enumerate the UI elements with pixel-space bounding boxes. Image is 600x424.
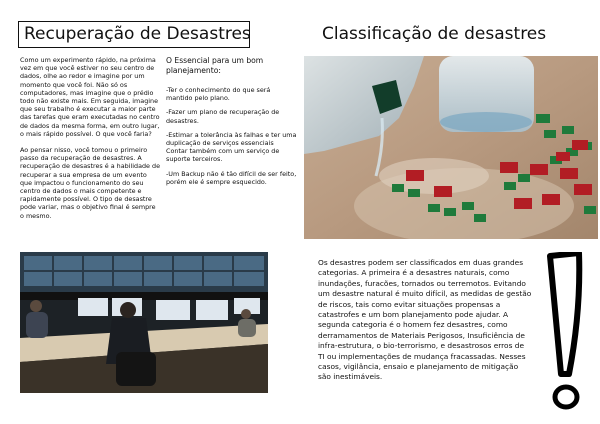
left-title: Recuperação de Desastres <box>18 21 250 48</box>
control-room-photo <box>20 252 268 393</box>
left-paragraph-1: Como um experimento rápido, na próxima vez em que você estiver no seu centro de dados, olhe ao redor e imagine por um momento que você foi. Não só os computadores, mas imagine que o prédio todo não existe mais. Em seguida, imagine que seu trabalho é executar a maior parte das tarefas que eram executadas no centro de dados da mesma forma, em outro lugar, o mais rápido possível. O que você faria? <box>20 56 160 138</box>
water-spill-illustration <box>304 56 598 239</box>
essential-item: -Ter o conhecimento do que será mantido pelo plano. <box>166 86 271 103</box>
essential-item: -Estimar a tolerância às falhas e ter uma duplicação de serviços essenciais <box>166 130 297 148</box>
left-column-text <box>20 56 160 220</box>
essential-item: -Fazer um plano de recuperação de desastres. <box>166 108 280 125</box>
essential-heading: O Essencial para um bom planejamento: <box>166 56 264 75</box>
essential-item: Contar também com um serviço de suporte terceiros. <box>166 147 280 164</box>
left-paragraph-2: Ao pensar nisso, você tomou o primeiro passo da recuperação de desastres. A recuperação de desastres é a habilidade de recuperar a sua empresa de um evento que impactou o funcionamento do seu centro de dados o mais competente e rapidamente possível. O tipo de desastre pode variar, mas o objetivo final é sempre o mesmo. <box>20 146 160 220</box>
classification-paragraph: Os desastres podem ser classificados em duas grandes categorias. A primeira é a desastres naturais, como inundações, furacões, tornados ou terremotos. Evitando um desastre natural é muito difícil, as medidas de gestão de riscos, tais como evitar situações propensas a catastrofes e um bom planejamento pode ajudar. A segunda categoria é o homem fez desastres, como derramamentos de Materiais Perigosos, Insuficiência de infra-estrutura, o bio-terrorismo, e desastrosos erros de TI ou implementações de mudança fracassadas. Nesses casos, vigilância, ensaio e planejamento de mitigação são inestimáveis. <box>318 258 532 382</box>
essential-item: -Um Backup não é tão difícil de ser feito, porém ele é sempre esquecido. <box>166 169 297 186</box>
right-title: Classificação de desastres <box>322 24 547 44</box>
control-room-illustration <box>20 252 268 393</box>
water-spill-photo <box>304 56 598 239</box>
exclamation-mark-icon <box>547 252 589 414</box>
essential-list <box>166 86 298 192</box>
